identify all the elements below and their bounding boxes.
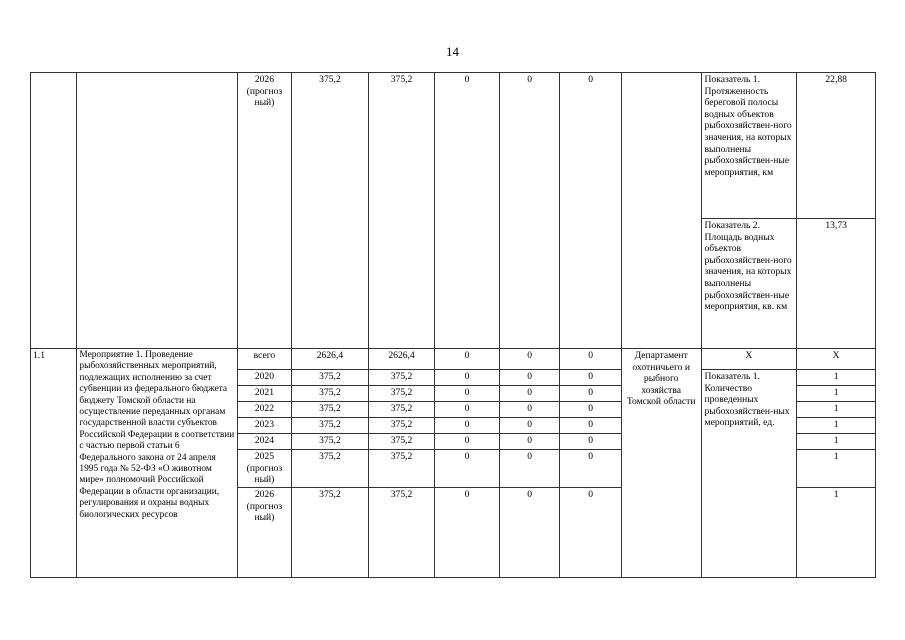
indicator-value: 1 — [797, 402, 876, 418]
cell-federal: 375,2 — [368, 450, 435, 488]
cell-year: 2023 — [237, 418, 291, 434]
cell-total: 375,2 — [292, 73, 369, 349]
cell-regional: 0 — [435, 349, 500, 370]
cell-extra: 0 — [560, 349, 622, 370]
cell-regional: 0 — [435, 488, 500, 578]
measure-number: 1.1 — [31, 349, 77, 578]
cell-local: 0 — [499, 349, 560, 370]
cell-year: 2020 — [237, 370, 291, 386]
cell-extra: 0 — [560, 370, 622, 386]
cell-year: 2021 — [237, 386, 291, 402]
cell-regional: 0 — [435, 450, 500, 488]
cell-regional: 0 — [435, 434, 500, 450]
cell-federal: 375,2 — [368, 434, 435, 450]
indicator-value: 1 — [797, 450, 876, 488]
indicator-value: 1 — [797, 386, 876, 402]
cell-local: 0 — [499, 434, 560, 450]
cell-year: всего — [237, 349, 291, 370]
cell-extra: 0 — [560, 402, 622, 418]
cell-name — [77, 73, 237, 349]
cell-year: 2025 (прогноз ный) — [237, 450, 291, 488]
cell-year: 2024 — [237, 434, 291, 450]
program-table — [30, 72, 876, 578]
cell-extra: 0 — [560, 73, 622, 349]
cell-local: 0 — [499, 488, 560, 578]
cell-number — [31, 73, 77, 349]
cell-federal: 375,2 — [368, 386, 435, 402]
indicator-value: 1 — [797, 418, 876, 434]
cell-total: 375,2 — [292, 386, 369, 402]
table-row — [31, 349, 876, 370]
cell-executor — [621, 73, 701, 349]
cell-local: 0 — [499, 402, 560, 418]
measure-executor: Департамент охотничьего и рыбного хозяйства Томской области — [621, 349, 701, 578]
cell-local: 0 — [499, 386, 560, 402]
cell-extra: 0 — [560, 386, 622, 402]
measure-name: Мероприятие 1. Проведение рыбохозяйственных мероприятий, подлежащих исполнению за счет субвенции из федерального бюджета бюджету Томской области на осуществление переданных органам государственной власти субъектов Российской Федерации в соответствии с частью первой статьи 6 Федерального закона от 24 апреля 1995 года № 52-ФЗ «О животном мире» полномочий Российской Федерации в области организации, регулирования и охраны водных биологических ресурсов — [77, 349, 237, 578]
cell-total: 375,2 — [292, 370, 369, 386]
cell-extra: 0 — [560, 450, 622, 488]
cell-regional: 0 — [435, 370, 500, 386]
indicator-value: 1 — [797, 434, 876, 450]
indicator-name: Показатель 1. Протяженность береговой полосы водных объектов рыбохозяйствен-ного значения, на которых выполнены рыбохозяйствен-ные мероприятия, км — [701, 73, 797, 219]
cell-extra: 0 — [560, 434, 622, 450]
cell-year: 2026 (прогноз ный) — [237, 488, 291, 578]
cell-total: 375,2 — [292, 450, 369, 488]
cell-local: 0 — [499, 418, 560, 434]
measure-indicator-name: Показатель 1. Количество проведенных рыбохозяйствен-ных мероприятий, ед. — [701, 370, 797, 578]
cell-local: 0 — [499, 370, 560, 386]
cell-federal: 375,2 — [368, 402, 435, 418]
cell-total: 375,2 — [292, 418, 369, 434]
cell-regional: 0 — [435, 418, 500, 434]
cell-year: 2022 — [237, 402, 291, 418]
cell-federal: 375,2 — [368, 488, 435, 578]
indicator-value: Х — [797, 349, 876, 370]
cell-extra: 0 — [560, 418, 622, 434]
cell-total: 2626,4 — [292, 349, 369, 370]
cell-total: 375,2 — [292, 402, 369, 418]
cell-regional: 0 — [435, 73, 500, 349]
indicator-name: Х — [701, 349, 797, 370]
cell-regional: 0 — [435, 402, 500, 418]
cell-federal: 375,2 — [368, 73, 435, 349]
indicator-value: 13,73 — [797, 219, 876, 349]
table-row — [31, 73, 876, 219]
cell-total: 375,2 — [292, 434, 369, 450]
cell-federal: 375,2 — [368, 370, 435, 386]
cell-local: 0 — [499, 73, 560, 349]
cell-federal: 2626,4 — [368, 349, 435, 370]
cell-federal: 375,2 — [368, 418, 435, 434]
cell-year: 2026 (прогноз ный) — [237, 73, 291, 349]
indicator-value: 1 — [797, 488, 876, 578]
page-number: 14 — [446, 44, 459, 59]
cell-extra: 0 — [560, 488, 622, 578]
cell-local: 0 — [499, 450, 560, 488]
indicator-value: 1 — [797, 370, 876, 386]
cell-regional: 0 — [435, 386, 500, 402]
indicator-value: 22,88 — [797, 73, 876, 219]
indicator-name: Показатель 2. Площадь водных объектов рыбохозяйствен-ного значения, на которых выполнены рыбохозяйствен-ные мероприятия, кв. км — [701, 219, 797, 349]
cell-total: 375,2 — [292, 488, 369, 578]
